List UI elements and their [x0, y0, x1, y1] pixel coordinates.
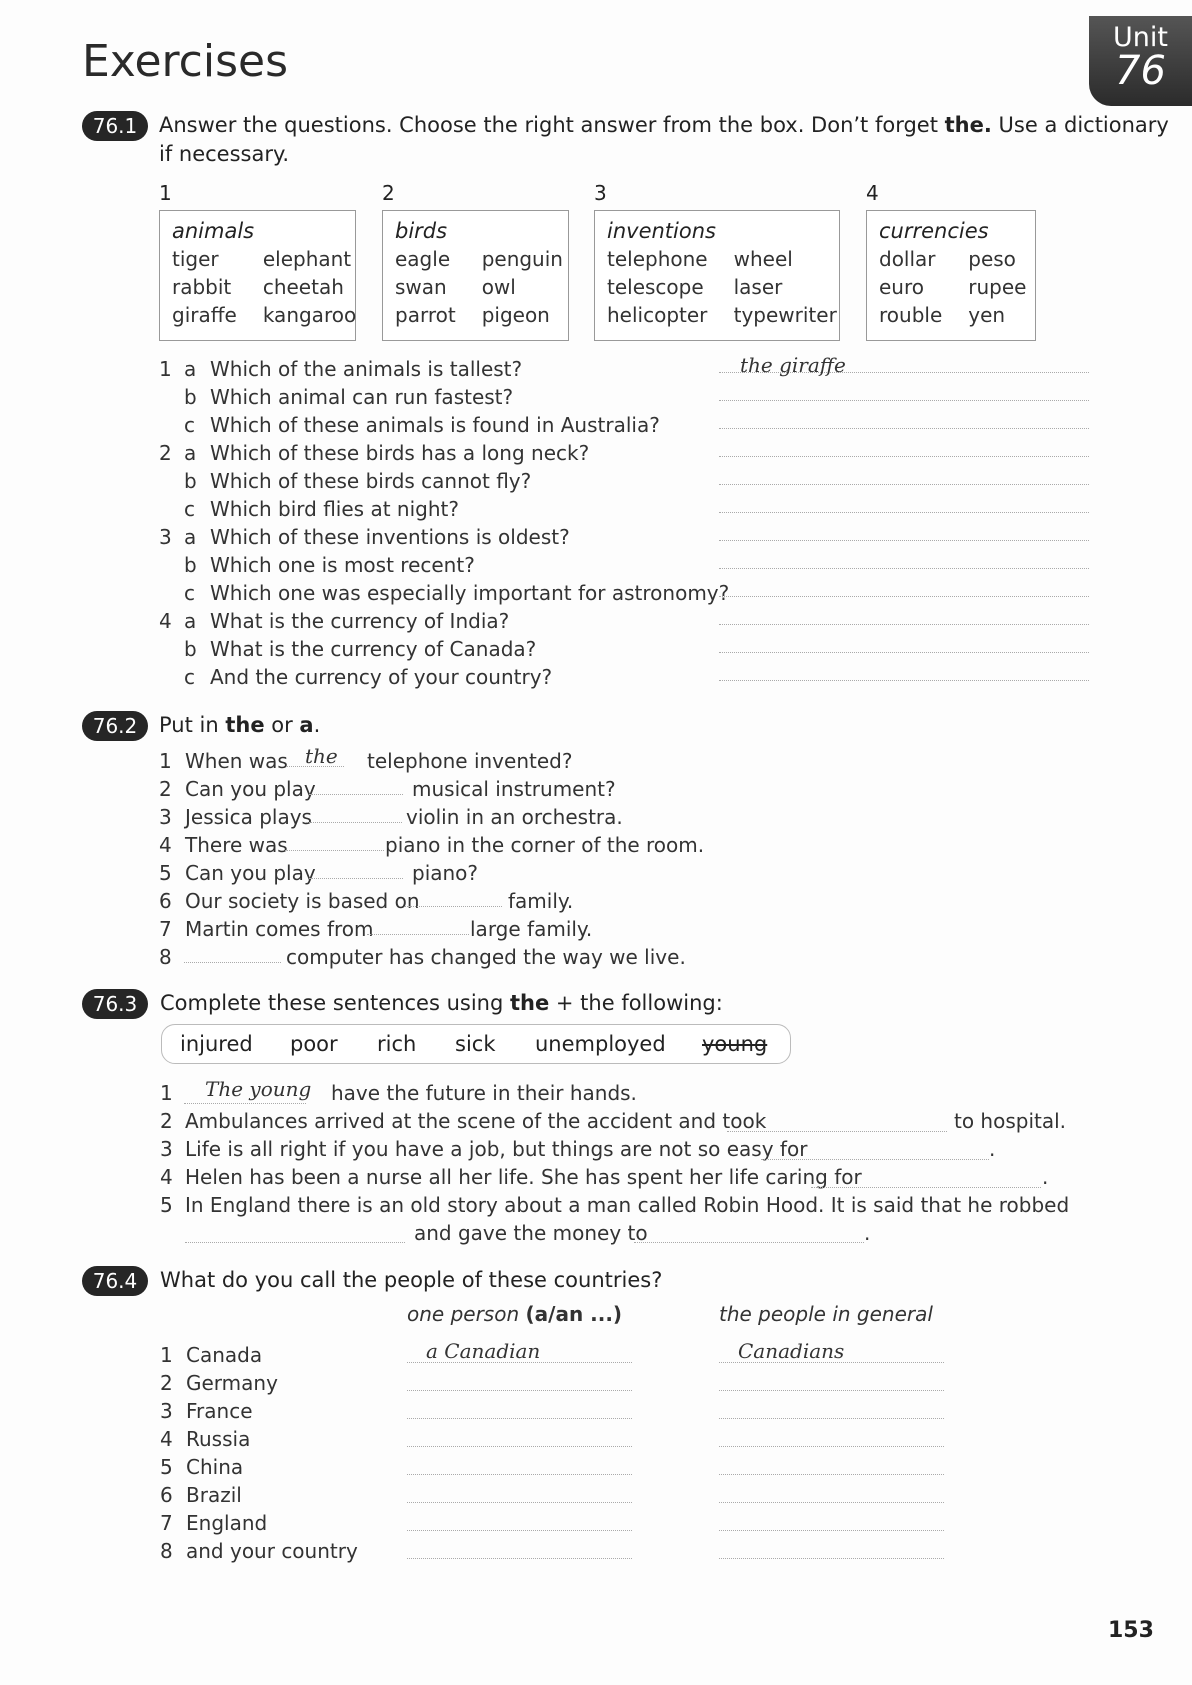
sentence-text: Life is all right if you have a job, but things are not so easy for [185, 1137, 808, 1161]
country-name: Brazil [186, 1483, 242, 1507]
country-name: France [186, 1399, 253, 1423]
column-header-one-person: one person (a/an ...) [407, 1302, 623, 1326]
answer-line[interactable] [719, 652, 1089, 653]
sentence-number: 5 [160, 1193, 173, 1217]
answer-line[interactable] [727, 1131, 947, 1132]
sentence-number: 1 [160, 1081, 173, 1105]
word: giraffe [172, 303, 237, 327]
exercise-badge: 76.4 [82, 1266, 148, 1296]
answer-line[interactable] [719, 400, 1089, 401]
question-text: Which animal can run fastest? [210, 385, 514, 409]
question-number: 2 [159, 441, 172, 465]
word: cheetah [262, 275, 344, 299]
word: tiger [172, 247, 219, 271]
item-number: 4 [159, 833, 172, 857]
answer-line-one-person[interactable] [407, 1446, 632, 1447]
answer-line[interactable] [184, 1103, 306, 1104]
question-letter: b [184, 469, 197, 493]
answer-line[interactable] [719, 428, 1089, 429]
item-number: 1 [159, 749, 172, 773]
item-text: piano? [412, 861, 479, 885]
answer-line-one-person[interactable] [407, 1418, 632, 1419]
country-number: 4 [160, 1427, 173, 1451]
question-letter: c [184, 665, 195, 689]
question-number: 1 [159, 357, 172, 381]
word: kangaroo [262, 303, 357, 327]
exercise-instruction-line2: if necessary. [159, 142, 290, 166]
country-name: Canada [186, 1343, 263, 1367]
exercise-badge: 76.2 [82, 711, 148, 741]
question-letter: a [184, 441, 197, 465]
country-number: 6 [160, 1483, 173, 1507]
item-text: family. [508, 889, 574, 913]
answer-line-people[interactable] [719, 1558, 944, 1559]
answer-line[interactable] [367, 934, 469, 935]
box-number: 2 [382, 181, 395, 205]
word: parrot [395, 303, 456, 327]
sentence-text: have the future in their hands. [331, 1081, 637, 1105]
question-letter: a [184, 609, 197, 633]
word-bank-item: injured [180, 1032, 253, 1056]
answer-line[interactable] [719, 624, 1089, 625]
item-text: There was [185, 833, 288, 857]
item-number: 5 [159, 861, 172, 885]
word-bank-item: sick [455, 1032, 496, 1056]
item-text: Martin comes from [185, 917, 374, 941]
handwritten-answer: Canadians [738, 1339, 845, 1363]
answer-line[interactable] [719, 484, 1089, 485]
question-letter: c [184, 581, 195, 605]
word-box-currencies [866, 210, 1036, 341]
word-bank-item: poor [290, 1032, 338, 1056]
country-name: England [186, 1511, 268, 1535]
answer-line-people[interactable] [719, 1446, 944, 1447]
word: peso [968, 247, 1016, 271]
word-bank-item: rich [377, 1032, 417, 1056]
word-box-birds [382, 210, 569, 341]
country-name: and your country [186, 1539, 358, 1563]
word: rupee [968, 275, 1027, 299]
item-number: 3 [159, 805, 172, 829]
unit-number: 76 [1115, 48, 1166, 94]
box-heading: birds [395, 219, 448, 243]
question-text: Which of the animals is tallest? [210, 357, 523, 381]
answer-line[interactable] [811, 1187, 1041, 1188]
box-heading: inventions [607, 219, 716, 243]
item-text: violin in an orchestra. [406, 805, 623, 829]
question-text: Which of these inventions is oldest? [210, 525, 570, 549]
country-number: 1 [160, 1343, 173, 1367]
item-text: When was [185, 749, 288, 773]
country-number: 3 [160, 1399, 173, 1423]
answer-line-people[interactable] [719, 1390, 944, 1391]
exercise-instruction: What do you call the people of these countries? [160, 1268, 663, 1292]
sentence-text: Ambulances arrived at the scene of the accident and took [185, 1109, 767, 1133]
sentence-text: . [1042, 1165, 1049, 1189]
question-text: Which one is most recent? [210, 553, 475, 577]
answer-line[interactable] [719, 456, 1089, 457]
word: owl [481, 275, 516, 299]
answer-line-one-person[interactable] [407, 1502, 632, 1503]
sentence-number: 3 [160, 1137, 173, 1161]
handwritten-answer: The young [205, 1077, 312, 1101]
item-text: piano in the corner of the room. [385, 833, 705, 857]
answer-line-people[interactable] [719, 1418, 944, 1419]
handwritten-answer: the [305, 744, 338, 768]
word: euro [879, 275, 924, 299]
answer-line[interactable] [719, 596, 1089, 597]
box-heading: currencies [879, 219, 989, 243]
answer-line[interactable] [306, 822, 402, 823]
handwritten-answer: the giraffe [740, 353, 846, 377]
answer-line-people[interactable] [719, 1474, 944, 1475]
question-letter: c [184, 413, 195, 437]
answer-line[interactable] [185, 1242, 405, 1243]
exercise-badge: 76.3 [82, 989, 148, 1019]
word: pigeon [481, 303, 550, 327]
sentence-number: 2 [160, 1109, 173, 1133]
answer-line-one-person[interactable] [407, 1558, 632, 1559]
answer-line-one-person[interactable] [407, 1390, 632, 1391]
item-text: Can you play [185, 861, 316, 885]
answer-line[interactable] [309, 878, 403, 879]
item-text: Jessica plays [185, 805, 312, 829]
country-name: Russia [186, 1427, 251, 1451]
sentence-text: and gave the money to [414, 1221, 648, 1245]
box-number: 3 [594, 181, 607, 205]
exercise-badge: 76.1 [82, 111, 148, 141]
word: laser [733, 275, 783, 299]
item-number: 6 [159, 889, 172, 913]
answer-line-one-person[interactable] [407, 1474, 632, 1475]
box-heading: animals [172, 219, 255, 243]
word: rouble [879, 303, 943, 327]
word: elephant [262, 247, 352, 271]
sentence-number: 4 [160, 1165, 173, 1189]
item-text: Can you play [185, 777, 316, 801]
word: telephone [607, 247, 708, 271]
sentence-text: to hospital. [954, 1109, 1067, 1133]
word: penguin [481, 247, 563, 271]
question-text: Which of these birds cannot fly? [210, 469, 532, 493]
box-number: 4 [866, 181, 879, 205]
question-letter: b [184, 553, 197, 577]
question-text: Which bird flies at night? [210, 497, 459, 521]
answer-line[interactable] [719, 568, 1089, 569]
country-number: 5 [160, 1455, 173, 1479]
answer-line[interactable] [184, 962, 281, 963]
country-name: Germany [186, 1371, 278, 1395]
column-header-people-general: the people in general [719, 1302, 933, 1326]
country-number: 8 [160, 1539, 173, 1563]
word: swan [395, 275, 447, 299]
question-text: What is the currency of Canada? [210, 637, 537, 661]
unit-label: Unit [1113, 22, 1168, 53]
page-number: 153 [1108, 1618, 1154, 1643]
answer-line[interactable] [405, 906, 502, 907]
word-box-inventions [594, 210, 840, 341]
page-title: Exercises [82, 36, 289, 87]
country-number: 2 [160, 1371, 173, 1395]
sentence-text: In England there is an old story about a man called Robin Hood. It is said that he robbed [185, 1193, 1070, 1217]
word: typewriter [733, 303, 837, 327]
sentence-text: . [864, 1221, 871, 1245]
word: eagle [395, 247, 451, 271]
box-number: 1 [159, 181, 172, 205]
question-text: Which of these birds has a long neck? [210, 441, 590, 465]
handwritten-answer: a Canadian [426, 1339, 541, 1363]
answer-line[interactable] [761, 1159, 989, 1160]
item-text: musical instrument? [412, 777, 616, 801]
country-name: China [186, 1455, 244, 1479]
word-bank-item: unemployed [535, 1032, 666, 1056]
question-number: 4 [159, 609, 172, 633]
item-number: 8 [159, 945, 172, 969]
answer-line-people[interactable] [719, 1530, 944, 1531]
word: dollar [879, 247, 936, 271]
word-box-animals [159, 210, 356, 341]
item-number: 2 [159, 777, 172, 801]
sentence-text: Helen has been a nurse all her life. She has spent her life caring for [185, 1165, 862, 1189]
exercise-instruction: Complete these sentences using the + the following: [160, 991, 723, 1015]
unit-tab [1089, 16, 1192, 106]
question-text: Which of these animals is found in Australia? [210, 413, 660, 437]
item-text: computer has changed the way we live. [286, 945, 686, 969]
question-number: 3 [159, 525, 172, 549]
answer-line-people[interactable] [719, 1502, 944, 1503]
word-bank [161, 1024, 791, 1064]
word: rabbit [172, 275, 232, 299]
exercise-instruction: Put in the or a. [159, 713, 321, 737]
question-text: And the currency of your country? [210, 665, 553, 689]
question-letter: a [184, 525, 197, 549]
answer-line[interactable] [283, 850, 384, 851]
sentence-text: . [989, 1137, 996, 1161]
item-text: Our society is based on [185, 889, 420, 913]
word: helicopter [607, 303, 708, 327]
answer-line[interactable] [719, 512, 1089, 513]
word: yen [968, 303, 1006, 327]
item-number: 7 [159, 917, 172, 941]
question-letter: b [184, 637, 197, 661]
question-text: What is the currency of India? [210, 609, 510, 633]
word: telescope [607, 275, 704, 299]
question-text: Which one was especially important for astronomy? [210, 581, 730, 605]
answer-line[interactable] [719, 680, 1089, 681]
answer-line[interactable] [719, 540, 1089, 541]
answer-line[interactable] [634, 1242, 864, 1243]
item-text: large family. [470, 917, 593, 941]
question-letter: a [184, 357, 197, 381]
question-letter: c [184, 497, 195, 521]
country-number: 7 [160, 1511, 173, 1535]
item-text: telephone invented? [367, 749, 573, 773]
answer-line[interactable] [309, 794, 403, 795]
word: wheel [733, 247, 793, 271]
word-bank-item-used: young [702, 1032, 768, 1056]
question-letter: b [184, 385, 197, 409]
answer-line-one-person[interactable] [407, 1530, 632, 1531]
exercise-instruction: Answer the questions. Choose the right answer from the box. Don’t forget the. Use a dictionary [159, 113, 1169, 137]
